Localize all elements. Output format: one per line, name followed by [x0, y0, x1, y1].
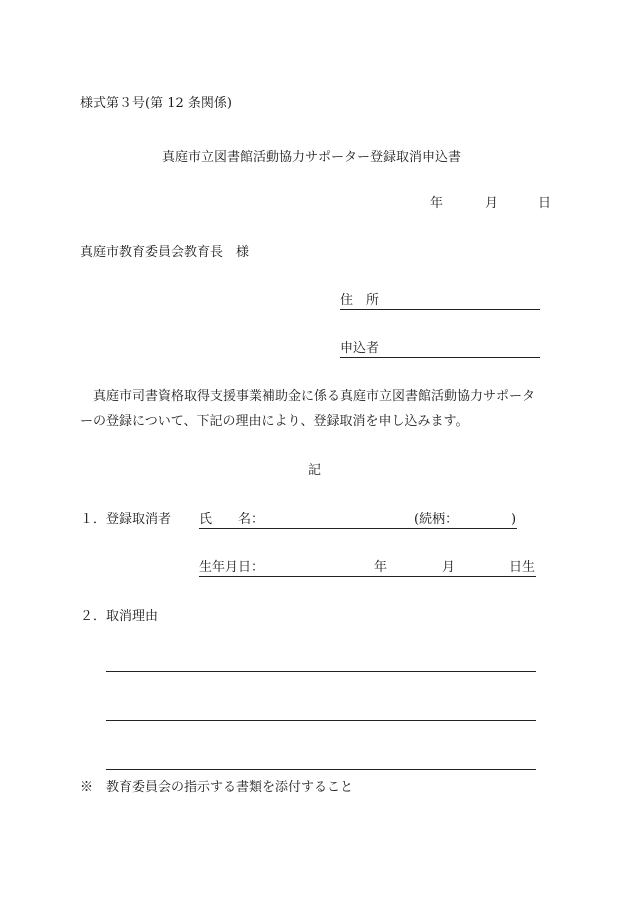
- body-line-1: 真庭市司書資格取得支援事業補助金に係る真庭市立図書館活動協力サポータ: [80, 389, 536, 404]
- birth-day: 日生: [509, 560, 536, 575]
- applicant-field[interactable]: [340, 341, 540, 358]
- document-title: 真庭市立図書館活動協力サポーター登録取消申込書: [162, 150, 462, 165]
- notice-heading: 記: [308, 463, 322, 478]
- date-day: 日: [538, 196, 552, 211]
- addressee: 真庭市教育委員会教育長 様: [80, 245, 250, 260]
- applicant-label: 申込者: [340, 341, 380, 356]
- relation-close: ): [511, 512, 517, 527]
- address-field[interactable]: [340, 293, 540, 310]
- form-number: 様式第３号(第 12 条関係): [80, 96, 232, 111]
- date-month: 月: [485, 196, 499, 211]
- section-2-label: ２．取消理由: [80, 609, 159, 624]
- name-field[interactable]: [199, 512, 517, 529]
- relation-label: (続柄：: [414, 512, 459, 527]
- name-label: 氏 名：: [199, 512, 265, 527]
- address-label: 住 所: [340, 293, 380, 308]
- section-1-label: １．登録取消者: [80, 512, 172, 527]
- birthdate-field[interactable]: [199, 560, 536, 577]
- reason-line-1[interactable]: [106, 671, 536, 672]
- reason-line-3[interactable]: [106, 769, 536, 770]
- reason-line-2[interactable]: [106, 720, 536, 721]
- birthdate-label: 生年月日：: [199, 560, 265, 575]
- date-year: 年: [430, 196, 444, 211]
- body-line-2: ーの登録について、下記の理由により、登録取消を申し込みます。: [80, 414, 469, 429]
- birth-month: 月: [442, 560, 456, 575]
- birth-year: 年: [374, 560, 388, 575]
- footnote: ※ 教育委員会の指示する書類を添付すること: [80, 780, 354, 795]
